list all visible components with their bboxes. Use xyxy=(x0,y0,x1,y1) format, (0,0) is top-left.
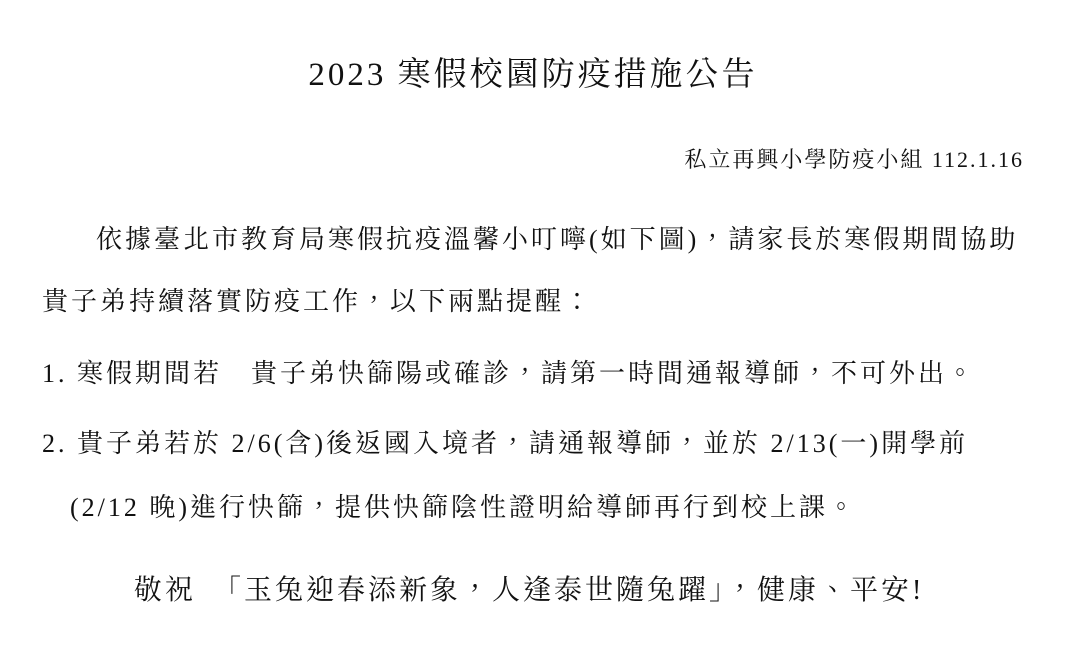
byline-committee-date: 私立再興小學防疫小組 112.1.16 xyxy=(684,147,1024,172)
closing-blessing: 敬祝 「玉兔迎春添新象，人逢泰世隨兔躍」，健康、平安! xyxy=(134,575,925,606)
reminder-item-2-line-1: 2. 貴子弟若於 2/6(含)後返國入境者，請通報導師，並於 2/13(一)開學前 xyxy=(42,429,969,458)
document-title: 2023 寒假校園防疫措施公告 xyxy=(308,57,758,93)
reminder-item-1: 1. 寒假期間若 貴子弟快篩陽或確診，請第一時間通報導師，不可外出。 xyxy=(42,359,977,388)
intro-paragraph-line-2: 貴子弟持續落實防疫工作，以下兩點提醒： xyxy=(42,287,594,316)
intro-paragraph-line-1: 依據臺北市教育局寒假抗疫溫馨小叮嚀(如下圖)，請家長於寒假期間協助 xyxy=(96,225,1019,254)
reminder-item-2-line-2: (2/12 晚)進行快篩，提供快篩陰性證明給導師再行到校上課。 xyxy=(70,493,858,522)
